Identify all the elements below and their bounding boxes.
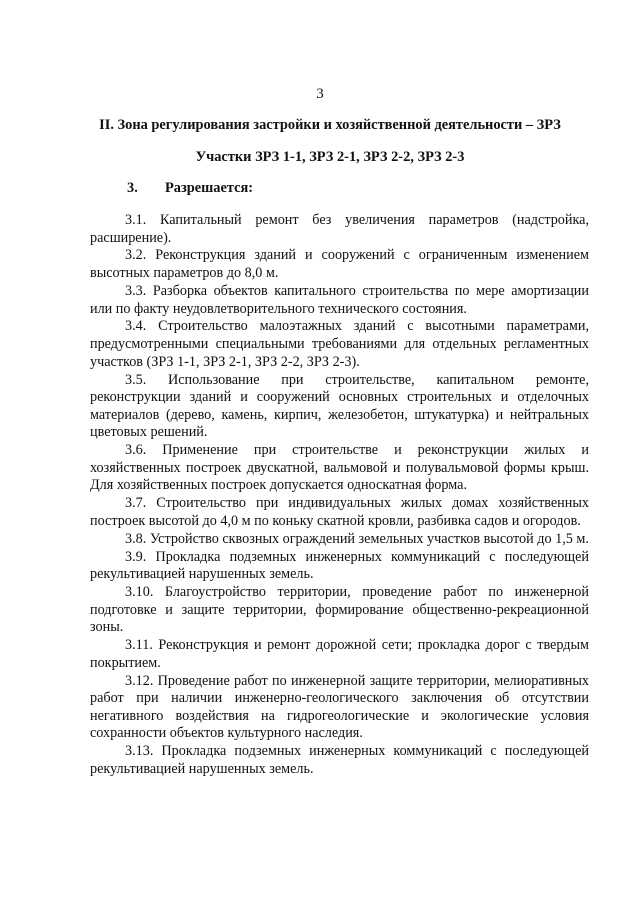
clause-number: 3.: [127, 180, 138, 196]
list-item: 3.13. Прокладка подземных инженерных коммуникаций с последующей рекультивацией нарушенных земель.: [90, 743, 589, 777]
list-item: 3.11. Реконструкция и ремонт дорожной сети; прокладка дорог с твердым покрытием.: [90, 637, 589, 671]
list-item: 3.8. Устройство сквозных ограждений земельных участков высотой до 1,5 м.: [125, 530, 589, 547]
clause-heading: [127, 180, 253, 197]
list-item: 3.4. Строительство малоэтажных зданий с высотными параметрами, предусмотренными специальными требованиями для отдельных регламентных участков (ЗРЗ 1-1, ЗРЗ 2-1, ЗРЗ 2-2, ЗРЗ 2-3).: [90, 318, 589, 370]
section-title: II. Зона регулирования застройки и хозяйственной деятельности – ЗРЗ: [99, 117, 561, 133]
list-item: 3.10. Благоустройство территории, проведение работ по инженерной подготовке и защите территории, формирование общественно-рекреационной зоны.: [90, 584, 589, 636]
list-item: 3.6. Применение при строительстве и реконструкции жилых и хозяйственных построек двускатной, вальмовой и полувальмовой формы крыш. Для хозяйственных построек допускается односкатная форма.: [90, 442, 589, 494]
clause-label: Разрешается:: [165, 180, 254, 196]
list-item: 3.12. Проведение работ по инженерной защите территории, мелиоративных работ при наличии инженерно-геологического заключения об отсутствии негативного воздействия на гидрогеологические и экологические условия сохранности объектов культурного наследия.: [90, 672, 589, 742]
list-item: 3.1. Капитальный ремонт без увеличения параметров (надстройка, расширение).: [90, 212, 589, 246]
list-item: 3.5. Использование при строительстве, капитальном ремонте, реконструкции зданий и сооружений основных строительных и отделочных материалов (дерево, камень, кирпич, железобетон, штукатурка) и нейтральных цветовых решений.: [90, 371, 589, 441]
list-item: 3.7. Строительство при индивидуальных жилых домах хозяйственных построек высотой до 4,0 м по коньку скатной кровли, разбивка садов и огородов.: [90, 495, 589, 529]
clause-items: [90, 212, 589, 779]
list-item: 3.3. Разборка объектов капитального строительства по мере амортизации или по факту неудовлетворительного технического состояния.: [90, 282, 589, 317]
page-number: 3: [316, 86, 324, 102]
section-subtitle: Участки ЗРЗ 1-1, ЗРЗ 2-1, ЗРЗ 2-2, ЗРЗ 2-3: [195, 149, 465, 165]
list-item: 3.9. Прокладка подземных инженерных коммуникаций с последующей рекультивацией нарушенных земель.: [90, 548, 589, 583]
list-item: 3.2. Реконструкция зданий и сооружений с ограниченным изменением высотных параметров до 8,0 м.: [90, 247, 589, 282]
